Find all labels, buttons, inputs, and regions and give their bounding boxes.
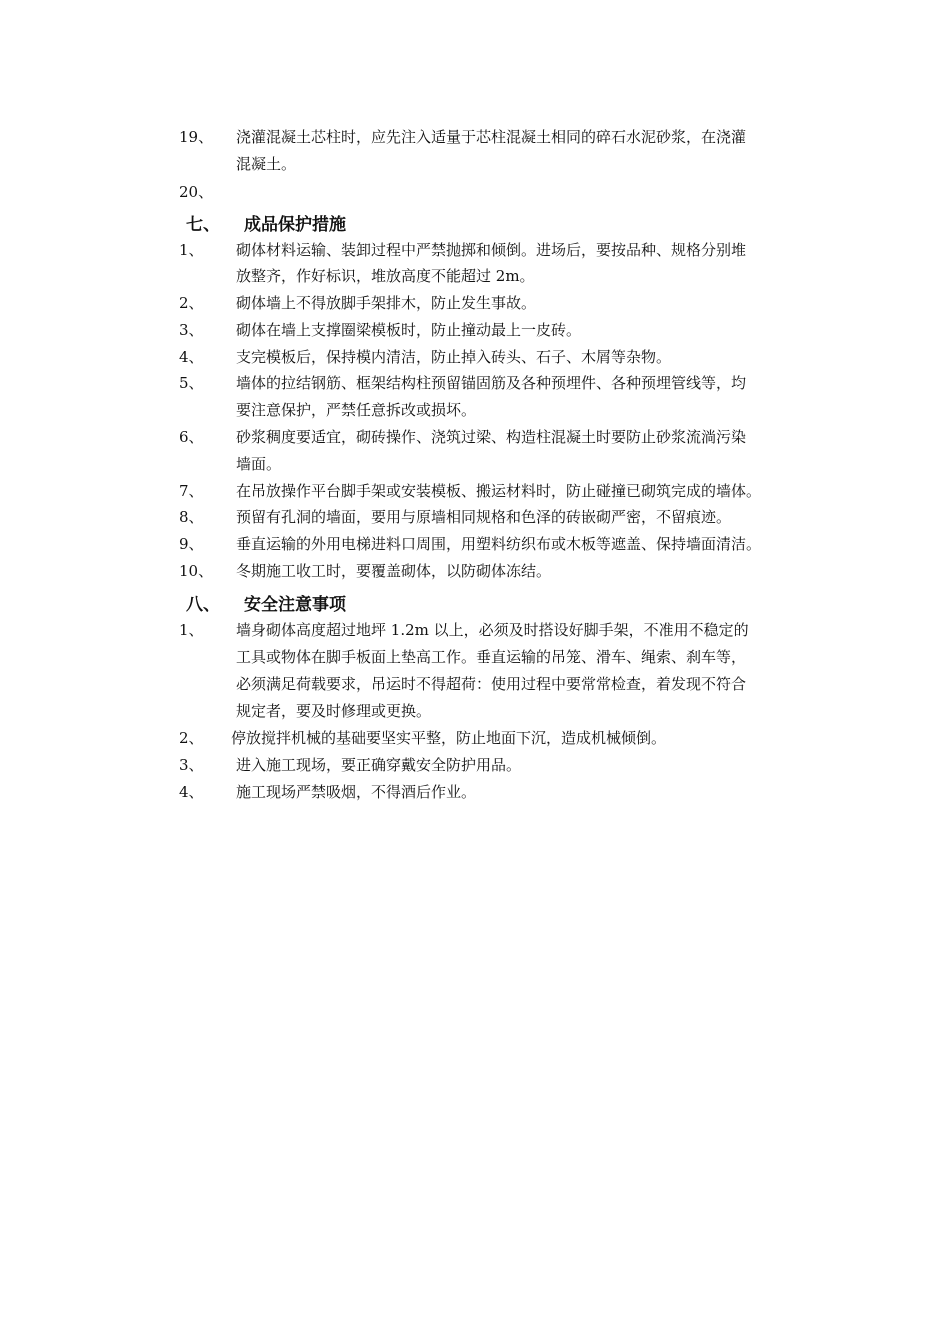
item-number: 9、 [179, 535, 204, 553]
item-text: 支完模板后，保持模内清洁，防止掉入砖头、石子、木屑等杂物。 [236, 348, 672, 366]
item-number: 3、 [179, 756, 204, 774]
item-text: 工具或物体在脚手板面上垫高工作。垂直运输的吊笼、滑车、绳索、刹车等， [236, 648, 747, 666]
item-number: 10、 [179, 562, 214, 580]
section-heading-7 [186, 214, 220, 236]
item-text: 砂浆稠度要适宜，砌砖操作、浇筑过梁、构造柱混凝土时要防止砂浆流淌污染 [236, 428, 747, 446]
item-number: 20、 [179, 183, 214, 201]
item-text: 墙身砌体高度超过地坪 1.2m 以上，必须及时搭设好脚手架，不准用不稳定的 [236, 621, 749, 639]
item-text: 冬期施工收工时，要覆盖砌体，以防砌体冻结。 [236, 562, 552, 580]
item-number: 4、 [179, 348, 204, 366]
item-text: 预留有孔洞的墙面，要用与原墙相同规格和色泽的砖嵌砌严密，不留痕迹。 [236, 508, 732, 526]
item-text: 砌体在墙上支撑圈梁模板时，防止撞动最上一皮砖。 [236, 321, 582, 339]
section-title: 成品保护措施 [244, 215, 346, 235]
item-text: 墙面。 [236, 455, 282, 473]
item-number: 2、 [179, 729, 204, 747]
section-title-8 [244, 594, 346, 616]
item-number: 1、 [179, 241, 204, 259]
item-number: 3、 [179, 321, 204, 339]
item-text: 墙体的拉结钢筋、框架结构柱预留锚固筋及各种预埋件、各种预埋管线等，均 [236, 374, 747, 392]
item-text: 必须满足荷载要求，吊运时不得超荷：使用过程中要常常检查，着发现不符合 [236, 675, 747, 693]
section-title: 安全注意事项 [244, 595, 346, 615]
item-number: 1、 [179, 621, 204, 639]
item-text: 砌体墙上不得放脚手架排木，防止发生事故。 [236, 294, 537, 312]
item-text: 放整齐，作好标识，堆放高度不能超过 2m。 [236, 267, 535, 285]
item-text: 混凝土。 [236, 155, 297, 173]
item-number: 6、 [179, 428, 204, 446]
item-number: 19、 [179, 128, 214, 146]
item-text: 垂直运输的外用电梯进料口周围，用塑料纺织布或木板等遮盖、保持墙面清洁。 [236, 535, 762, 553]
item-number: 4、 [179, 783, 204, 801]
item-text: 在吊放操作平台脚手架或安装模板、搬运材料时，防止碰撞已砌筑完成的墙体。 [236, 482, 762, 500]
item-text: 砌体材料运输、装卸过程中严禁抛掷和倾倒。进场后，要按品种、规格分别堆 [236, 241, 747, 259]
section-title-7 [244, 214, 346, 236]
item-text: 进入施工现场，要正确穿戴安全防护用品。 [236, 756, 522, 774]
section-heading-8 [186, 594, 220, 616]
item-text: 规定者，要及时修理或更换。 [236, 702, 432, 720]
item-text: 施工现场严禁吸烟，不得酒后作业。 [236, 783, 477, 801]
item-number: 2、 [179, 294, 204, 312]
item-text: 浇灌混凝土芯柱时，应先注入适量于芯柱混凝土相同的碎石水泥砂浆，在浇灌 [236, 128, 747, 146]
section-number: 八、 [186, 595, 220, 615]
item-number: 7、 [179, 482, 204, 500]
item-text: 要注意保护，严禁任意拆改或损坏。 [236, 401, 477, 419]
item-number: 5、 [179, 374, 204, 392]
item-text: 停放搅拌机械的基础要坚实平整，防止地面下沉，造成机械倾倒。 [231, 729, 667, 747]
item-number: 8、 [179, 508, 204, 526]
section-number: 七、 [186, 215, 220, 235]
